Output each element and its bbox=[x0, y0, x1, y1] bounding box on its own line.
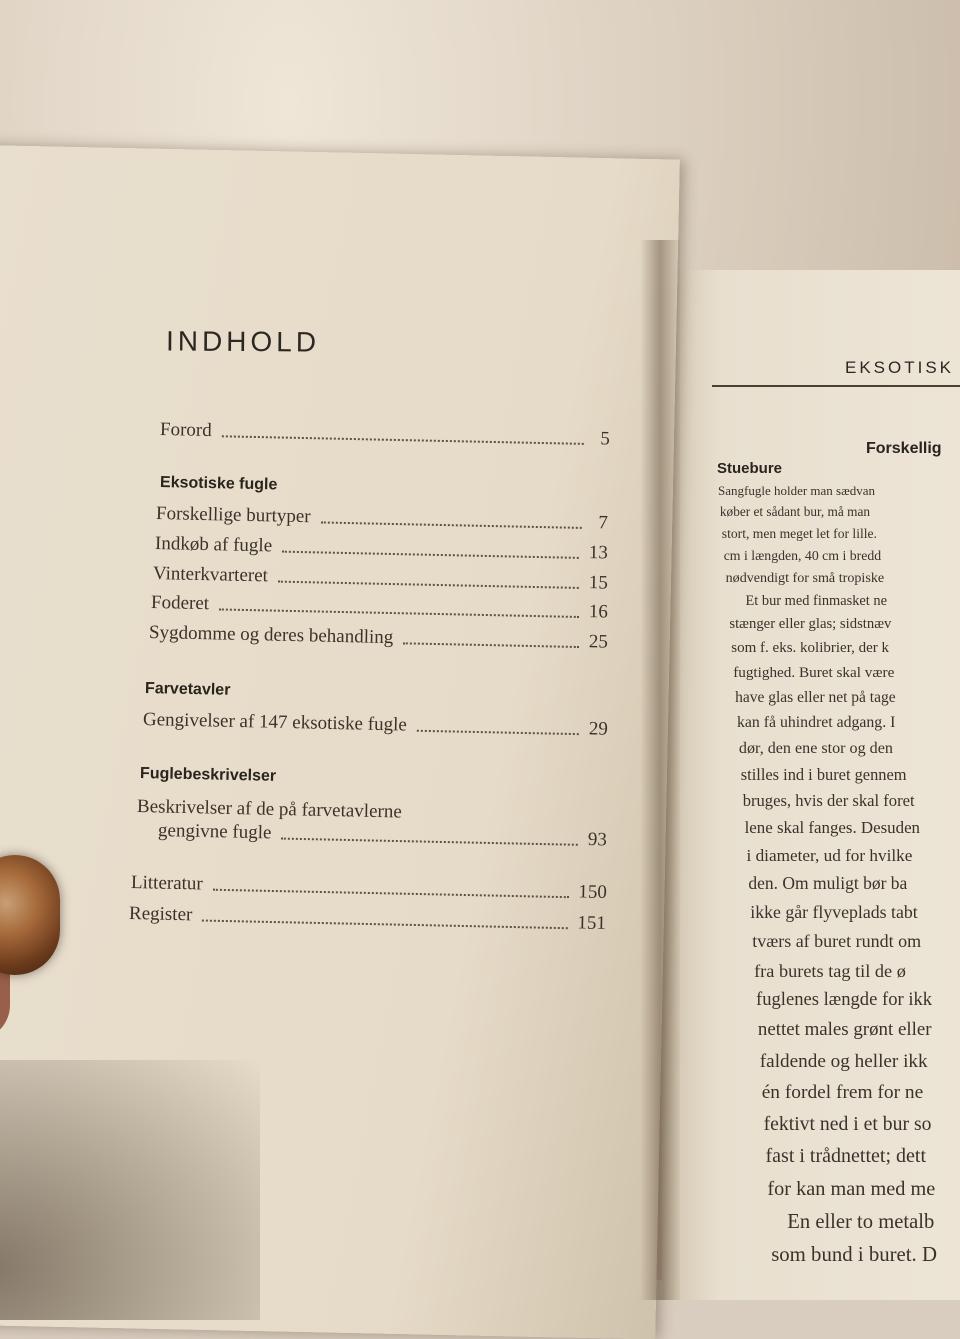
toc-page-number: 29 bbox=[588, 718, 609, 740]
body-text-line: køber et sådant bur, må man bbox=[719, 504, 871, 520]
toc-dot-leader bbox=[281, 837, 578, 846]
toc-dot-leader bbox=[282, 550, 579, 559]
body-text-line: fugtighed. Buret skal være bbox=[733, 664, 895, 682]
toc-entry-label: gengivne fugle bbox=[157, 820, 272, 844]
toc-dot-leader bbox=[320, 520, 581, 528]
right-page-section-heading: Stuebure bbox=[717, 460, 783, 477]
toc-entry-label: Beskrivelser af de på farvetavlerne bbox=[136, 796, 402, 823]
toc-entry-label: Forskellige burtyper bbox=[155, 503, 311, 528]
toc-dot-leader bbox=[202, 919, 567, 930]
toc-section-heading: Farvetavler bbox=[144, 680, 231, 699]
body-text-line: ikke går flyveplads tabt bbox=[750, 901, 918, 922]
toc-dot-leader bbox=[213, 888, 569, 898]
toc-dot-leader bbox=[219, 607, 579, 618]
toc-entry-label: Gengivelser af 147 eksotiske fugle bbox=[142, 709, 407, 736]
toc-title: INDHOLD bbox=[165, 325, 321, 358]
toc-entry-label: Foderet bbox=[150, 592, 210, 615]
body-text-line: én fordel frem for ne bbox=[761, 1082, 924, 1104]
body-text-line: kan få uhindret adgang. I bbox=[737, 713, 896, 731]
body-text-line: fuglenes længde for ikk bbox=[756, 989, 933, 1011]
body-text-line: den. Om muligt bør ba bbox=[748, 873, 908, 894]
toc-page-number: 15 bbox=[588, 572, 609, 594]
toc-entry-label: Forord bbox=[159, 419, 212, 442]
body-text-line: cm i længden, 40 cm i bredd bbox=[723, 547, 882, 563]
body-text-line: dør, den ene stor og den bbox=[738, 739, 893, 757]
body-text-line: nettet males grønt eller bbox=[757, 1019, 932, 1041]
toc-page-number: 150 bbox=[578, 881, 608, 903]
toc-entry-label: Sygdomme og deres behandling bbox=[148, 622, 394, 649]
body-text-line: Et bur med finmasket ne bbox=[745, 592, 887, 609]
toc-page-number: 93 bbox=[587, 829, 608, 851]
ring bbox=[0, 855, 60, 975]
body-text-line: fra burets tag til de ø bbox=[754, 960, 906, 981]
toc-dot-leader bbox=[417, 729, 579, 735]
body-text-line: som bund i buret. D bbox=[771, 1243, 937, 1266]
body-text-line: fast i trådnettet; dett bbox=[765, 1145, 926, 1168]
toc-page-number: 5 bbox=[600, 428, 611, 450]
toc-entry-label: Indkøb af fugle bbox=[154, 533, 273, 557]
toc-entry-label: Vinterkvarteret bbox=[152, 563, 269, 587]
toc-entry-label: Register bbox=[128, 903, 193, 926]
body-text-line: En eller to metalb bbox=[787, 1210, 935, 1233]
toc-section-heading: Eksotiske fugle bbox=[159, 474, 278, 494]
page-shadow bbox=[0, 1060, 260, 1320]
toc-section-heading: Fuglebeskrivelser bbox=[139, 765, 277, 785]
right-page-subtitle: Forskellig bbox=[866, 440, 942, 457]
toc-dot-leader bbox=[278, 580, 579, 589]
toc-entry-label: Litteratur bbox=[130, 872, 203, 895]
body-text-line: nødvendigt for små tropiske bbox=[725, 569, 885, 586]
toc-page-number: 13 bbox=[588, 542, 609, 564]
toc-page-number: 151 bbox=[577, 912, 607, 934]
body-text-line: som f. eks. kolibrier, der k bbox=[731, 639, 889, 656]
body-text-line: i diameter, ud for hvilke bbox=[746, 846, 913, 866]
toc-dot-leader bbox=[403, 641, 579, 648]
body-text-line: tværs af buret rundt om bbox=[752, 931, 922, 952]
body-text-line: for kan man med me bbox=[767, 1177, 936, 1200]
right-page-header: EKSOTISK bbox=[845, 358, 955, 377]
body-text-line: stort, men meget let for lille. bbox=[721, 525, 877, 541]
body-text-line: bruges, hvis der skal foret bbox=[742, 791, 915, 811]
body-text-line: lene skal fanges. Desuden bbox=[744, 818, 921, 837]
body-text-line: fektivt ned i et bur so bbox=[763, 1112, 932, 1135]
toc-page-number: 7 bbox=[598, 512, 609, 534]
toc-dot-leader bbox=[222, 434, 584, 445]
body-text-line: have glas eller net på tage bbox=[735, 688, 896, 706]
right-page-body bbox=[700, 484, 960, 1279]
body-text-line: stænger eller glas; sidstnæv bbox=[729, 616, 892, 633]
body-text-line: Sangfugle holder man sædvan bbox=[718, 484, 876, 498]
toc-page-number: 25 bbox=[588, 631, 609, 653]
body-text-line: stilles ind i buret gennem bbox=[740, 764, 907, 784]
toc-page-number: 16 bbox=[588, 601, 609, 623]
body-text-line: faldende og heller ikk bbox=[759, 1050, 928, 1072]
header-rule bbox=[712, 385, 960, 387]
book-gutter bbox=[640, 240, 680, 1300]
